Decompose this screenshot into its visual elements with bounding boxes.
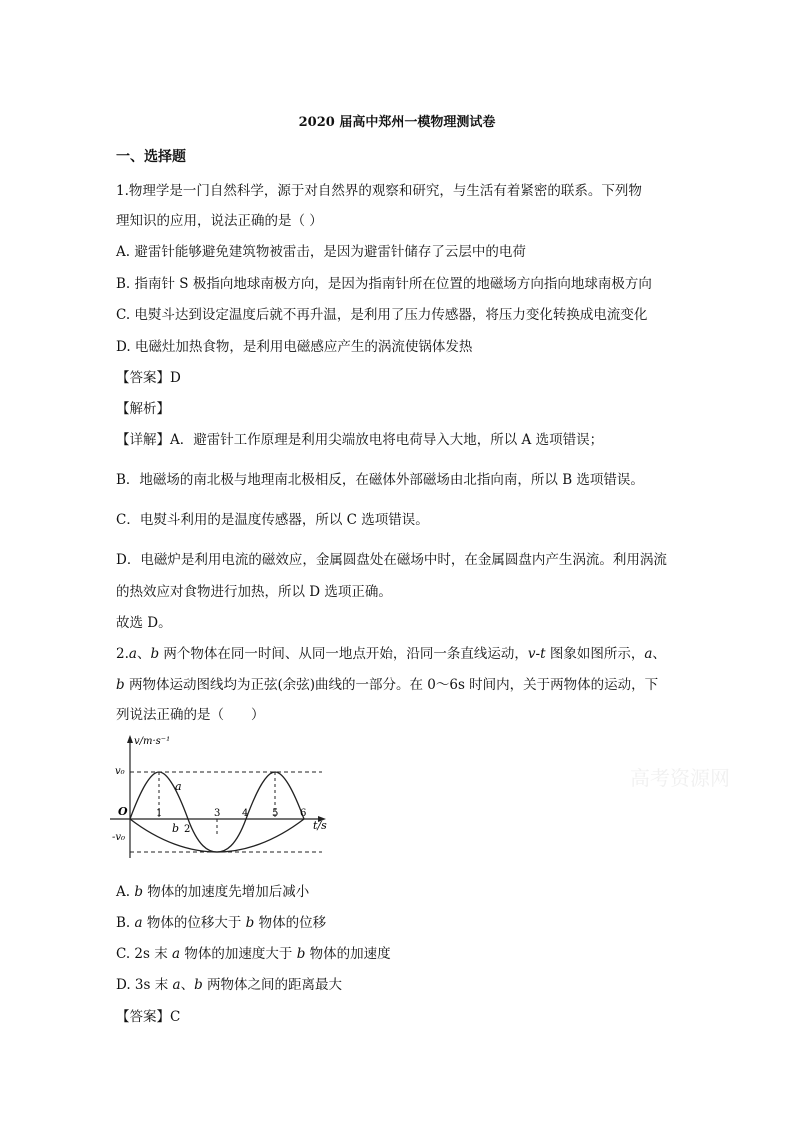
q1-option-a: A. 避雷针能够避免建筑物被雷击，是因为避雷针储存了云层中的电荷 <box>116 244 526 260</box>
q2-stem-line2: b 两物体运动图线均为正弦(余弦)曲线的一部分。在 0～6s 时间内，关于两物体的运动，下 <box>116 677 659 693</box>
tick-1: 1 <box>156 808 163 819</box>
origin-label: O <box>118 805 128 818</box>
q1-explain-b: B．地磁场的南北极与地理南北极相反，在磁体外部磁场由北指向南，所以 B 选项错误。 <box>116 472 644 488</box>
q2-stem-line3: 列说法正确的是（ ） <box>116 707 265 723</box>
page-title: 2020 届高中郑州一模物理测试卷 <box>298 115 496 130</box>
q2-option-a: A. b 物体的加速度先增加后减小 <box>116 884 310 900</box>
curve-a-label: a <box>175 780 182 793</box>
tick-3: 3 <box>214 808 221 819</box>
q1-stem-line2: 理知识的应用，说法正确的是（ ） <box>116 213 323 229</box>
q1-explain-a: 【详解】A．避雷针工作原理是利用尖端放电将电荷导入大地，所以 A 选项错误； <box>116 432 604 448</box>
v0-label: v₀ <box>115 766 125 777</box>
vt-graph <box>110 732 340 862</box>
q1-explain-d-line2: 的热效应对食物进行加热，所以 D 选项正确。 <box>116 584 392 600</box>
q1-analysis-label: 【解析】 <box>116 401 170 417</box>
q2-option-d: D. 3s 末 a、b 两物体之间的距离最大 <box>116 977 343 993</box>
q1-option-b: B. 指南针 S 极指向地球南极方向，是因为指南针所在位置的地磁场方向指向地球南极方向 <box>116 276 652 292</box>
q1-stem-line1: 1.物理学是一门自然科学，源于对自然界的观察和研究，与生活有着紧密的联系。下列物 <box>116 183 642 199</box>
curve-b-label: b <box>172 822 180 835</box>
tick-4: 4 <box>242 808 249 819</box>
tick-2: 2 <box>184 824 191 835</box>
y-axis-label: v/m·s⁻¹ <box>134 736 171 747</box>
q1-answer: 【答案】D <box>116 370 181 386</box>
q2-option-c: C. 2s 末 a 物体的加速度大于 b 物体的加速度 <box>116 946 391 962</box>
q1-explain-d-line1: D．电磁炉是利用电流的磁效应，金属圆盘处在磁场中时，在金属圆盘内产生涡流。利用涡流 <box>116 552 667 568</box>
q2-answer: 【答案】C <box>116 1009 181 1025</box>
tick-5: 5 <box>272 808 279 819</box>
watermark: 高考资源网 <box>630 766 730 790</box>
tick-6: 6 <box>300 808 307 819</box>
q1-option-d: D. 电磁灶加热食物，是利用电磁感应产生的涡流使锅体发热 <box>116 339 473 355</box>
q1-conclusion: 故选 D。 <box>116 615 172 631</box>
section-heading: 一、选择题 <box>116 149 186 165</box>
q2-stem-line1: 2.a、b 两个物体在同一时间、从同一地点开始，沿同一条直线运动，v-t 图象如图所示，a、 <box>116 646 666 662</box>
curve-b <box>130 819 304 852</box>
q1-option-c: C. 电熨斗达到设定温度后就不再升温，是利用了压力传感器，将压力变化转换成电流变化 <box>116 307 648 323</box>
x-axis-label: t/s <box>313 819 327 832</box>
neg-v0-label: -v₀ <box>112 832 126 843</box>
q2-option-b: B. a 物体的位移大于 b 物体的位移 <box>116 915 327 931</box>
q1-explain-c: C．电熨斗利用的是温度传感器，所以 C 选项错误。 <box>116 512 429 528</box>
